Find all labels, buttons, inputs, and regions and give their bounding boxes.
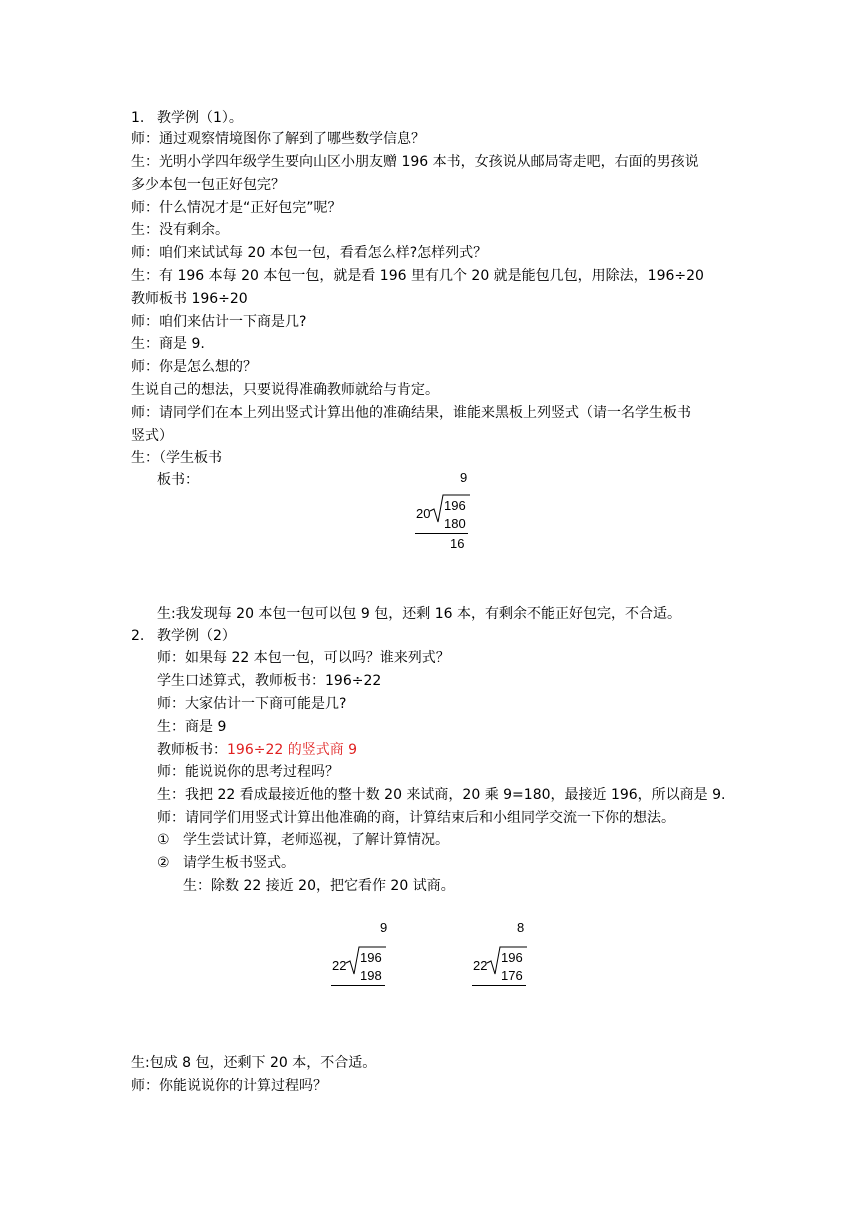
section1-heading-number: 1.: [131, 110, 145, 126]
division-quotient: 8: [517, 920, 525, 935]
step-text: 学生尝试计算，老师巡视，了解计算情况。: [183, 832, 449, 848]
dialogue-line: 师：你能说说你的计算过程吗？: [131, 1078, 327, 1094]
dialogue-line: 师：大家估计一下商可能是几?: [157, 696, 347, 712]
division-product: 180: [444, 516, 466, 531]
division-dividend: 196: [501, 950, 523, 965]
division-dividend: 196: [444, 498, 466, 513]
dialogue-line: 师：请同学们在本上列出竖式计算出他的准确结果，谁能来黑板上列竖式（请一名学生板书: [131, 405, 691, 421]
teacher-board-line: [157, 740, 357, 760]
dialogue-line: 生：有 196 本每 20 本包一包，就是看 196 里有几个 20 就是能包几包，用除法，196÷20: [131, 268, 704, 284]
division-remainder: 16: [450, 536, 465, 551]
dialogue-line: 师：请同学们用竖式计算出他准确的商，计算结束后和小组同学交流一下你的想法。: [157, 810, 675, 826]
division-line: [472, 985, 526, 986]
dialogue-line: 多少本包一包正好包完？: [131, 177, 285, 193]
division-product: 176: [501, 968, 523, 983]
division-line: [331, 985, 385, 986]
dialogue-line: 学生口述算式，教师板书：196÷22: [157, 673, 382, 689]
dialogue-line: 师：通过观察情境图你了解到了哪些数学信息？: [131, 131, 425, 147]
division-dividend: 196: [360, 950, 382, 965]
division-divisor: 22: [473, 958, 488, 973]
student-conclusion: 生:我发现每 20 本包一包可以包 9 包，还剩 16 本，有剩余不能正好包完，不合适。: [157, 606, 681, 622]
dialogue-line: 生:包成 8 包，还剩下 20 本，不合适。: [131, 1055, 377, 1071]
board-prefix: 教师板书：: [157, 742, 227, 758]
division-divisor: 22: [332, 958, 347, 973]
dialogue-line: 师：咱们来试试每 20 本包一包，看看怎么样?怎样列式？: [131, 245, 488, 261]
dialogue-line: 生说自己的想法，只要说得准确教师就给与肯定。: [131, 382, 439, 398]
dialogue-line: 师：你是怎么想的？: [131, 359, 257, 375]
dialogue-line: 师：什么情况才是“正好包完”呢？: [131, 200, 342, 216]
board-label: 板书：: [157, 472, 199, 488]
dialogue-line: 师：能说说你的思考过程吗？: [157, 764, 339, 780]
student-note: 生：除数 22 接近 20，把它看作 20 试商。: [183, 878, 455, 894]
dialogue-line: 生：光明小学四年级学生要向山区小朋友赠 196 本书，女孩说从邮局寄走吧，右面的男孩说: [131, 154, 699, 170]
dialogue-line: 生：没有剩余。: [131, 222, 229, 238]
step-marker: ②: [157, 855, 170, 871]
division-product: 198: [360, 968, 382, 983]
step-text: 请学生板书竖式。: [183, 855, 295, 871]
section2-heading: 教学例（2）: [157, 628, 236, 644]
division-divisor: 20: [416, 506, 431, 521]
step-marker: ①: [157, 832, 170, 848]
dialogue-line: 生：商是 9.: [131, 336, 205, 352]
division-quotient: 9: [460, 470, 468, 485]
division-line: [415, 533, 468, 534]
dialogue-line: 竖式）: [131, 428, 173, 444]
division-quotient: 9: [380, 920, 388, 935]
board-red-text: 196÷22 的竖式商 9: [227, 742, 358, 758]
dialogue-line: 师：咱们来估计一下商是几?: [131, 314, 307, 330]
section1-heading: 教学例（1）。: [157, 110, 243, 126]
dialogue-line: 生：商是 9: [157, 719, 227, 735]
dialogue-line: 生：我把 22 看成最接近他的整十数 20 来试商，20 乘 9=180，最接近 196，所以商是 9.: [157, 787, 726, 803]
section2-heading-number: 2.: [131, 628, 145, 644]
dialogue-line: 师：如果每 22 本包一包，可以吗？谁来列式？: [157, 650, 450, 666]
dialogue-line: 生：（学生板书: [131, 450, 222, 466]
dialogue-line: 教师板书 196÷20: [131, 291, 248, 307]
